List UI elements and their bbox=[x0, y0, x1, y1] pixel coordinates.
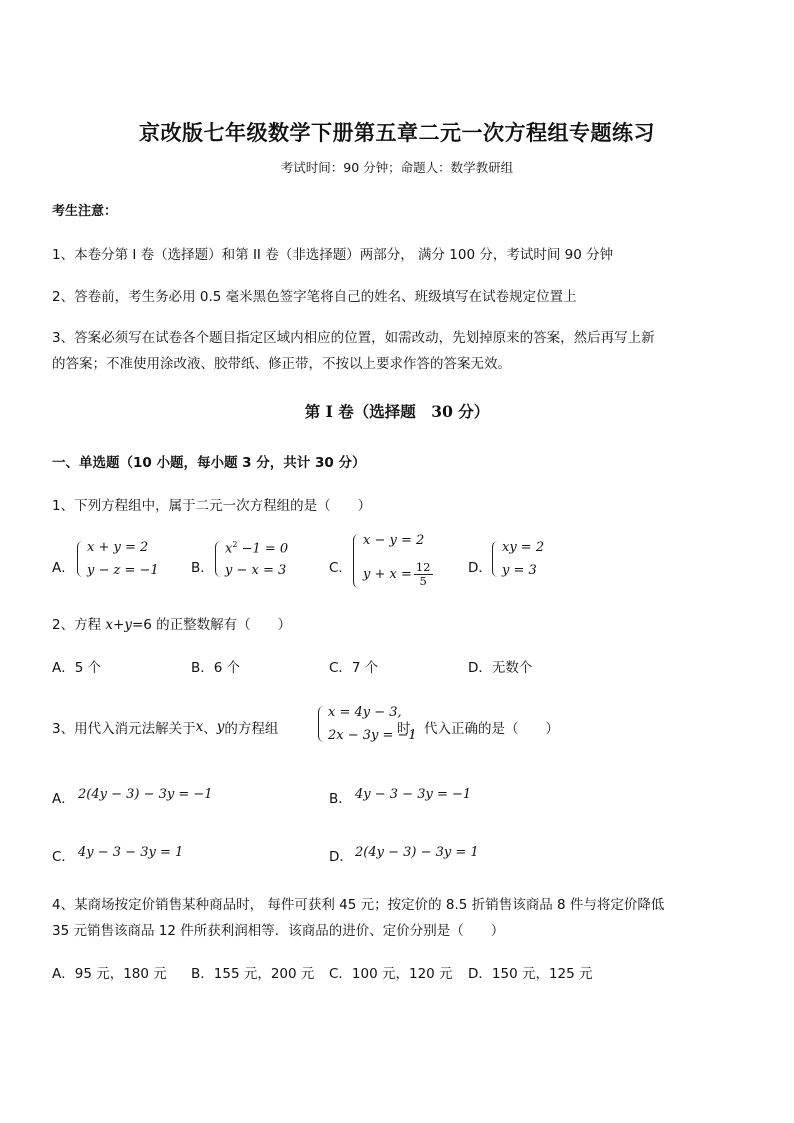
q3-stem-end: 时，代入正确的是（ ） bbox=[397, 721, 559, 737]
q3-option-a-eq: 2(4y − 3) − 3y = −1 bbox=[78, 787, 213, 802]
section-title: 第 I 卷（选择题 30 分） bbox=[304, 402, 490, 421]
q3-option-a-label: A． bbox=[52, 791, 75, 807]
q1-option-d-system bbox=[492, 541, 544, 577]
q4-option-a: A．95 元，180 元 bbox=[52, 966, 167, 982]
notice-item-1: 1、本卷分第 I 卷（选择题）和第 II 卷（非选择题）两部分， 满分 100 分，考试时间 90 分钟 bbox=[52, 247, 614, 263]
exam-info: 考试时间：90 分钟；命题人：数学教研组 bbox=[280, 160, 514, 175]
part-title: 一、单选题（10 小题，每小题 3 分，共计 30 分） bbox=[52, 455, 366, 471]
q1-option-b-label: B． bbox=[191, 560, 214, 576]
notice-heading: 考生注意： bbox=[52, 204, 118, 219]
q3-option-d-eq: 2(4y − 3) − 3y = 1 bbox=[355, 845, 479, 860]
q1-c-eq1: x − y = 2 bbox=[363, 533, 425, 548]
q1-b-eq1: $x^2 -1 = 0$ bbox=[225, 540, 289, 557]
q2-option-a: A．5 个 bbox=[52, 660, 102, 676]
q3-option-d-label: D． bbox=[329, 849, 353, 865]
q1-option-a-label: A． bbox=[52, 560, 75, 576]
q3-option-b-label: B． bbox=[329, 791, 352, 807]
page-title: 京改版七年级数学下册第五章二元一次方程组专题练习 bbox=[139, 120, 655, 145]
q1-d-eq1: xy = 2 bbox=[502, 540, 545, 555]
q1-option-d-label: D． bbox=[468, 560, 492, 576]
q3-option-b-eq: 4y − 3 − 3y = −1 bbox=[355, 787, 472, 802]
q2-option-b: B．6 个 bbox=[191, 660, 241, 676]
notice-item-2: 2、答卷前，考生务必用 0.5 毫米黑色签字笔将自己的姓名、班级填写在试卷规定位置上 bbox=[52, 289, 577, 305]
q1-option-c-system bbox=[353, 534, 433, 588]
q1-option-a-system bbox=[77, 541, 159, 577]
notice-item-3-cont: 的答案；不准使用涂改液、胶带纸、修正带，不按以上要求作答的答案无效。 bbox=[52, 356, 511, 372]
q2-option-d: D．无数个 bbox=[468, 660, 533, 676]
q2-stem: 2、方程 x+y=6 的正整数解有（ ） bbox=[52, 617, 292, 633]
q1-a-eq2: y − z = −1 bbox=[87, 563, 159, 578]
q1-option-b-system bbox=[215, 541, 288, 577]
q4-option-c: C．100 元，120 元 bbox=[329, 966, 453, 982]
q3-option-c-eq: 4y − 3 − 3y = 1 bbox=[78, 845, 184, 860]
q1-c-eq2: y + x = $\frac{12}{5}$ bbox=[363, 559, 431, 588]
q4-stem-line1: 4、某商场按定价销售某种商品时， 每件可获利 45 元；按定价的 8.5 折销售该商品 8 件与将定价降低 bbox=[52, 897, 665, 913]
q3-stem: 3、用代入消元法解关于 x 、 y 的方程组 bbox=[52, 719, 279, 737]
q3-eq2: 2x − 3y = −1 bbox=[328, 728, 417, 743]
q4-option-d: D．150 元，125 元 bbox=[468, 966, 593, 982]
q1-option-c-label: C． bbox=[329, 560, 352, 576]
q3-option-c-label: C． bbox=[52, 849, 75, 865]
q1-a-eq1: x + y = 2 bbox=[87, 540, 149, 555]
q2-option-c: C．7 个 bbox=[329, 660, 379, 676]
q4-option-b: B．155 元，200 元 bbox=[191, 966, 315, 982]
q1-d-eq2: y = 3 bbox=[502, 563, 537, 578]
q4-stem-line2: 35 元销售该商品 12 件所获利润相等．该商品的进价、定价分别是（ ） bbox=[52, 923, 505, 939]
q3-eq1: x = 4y − 3, bbox=[328, 705, 402, 720]
q1-b-eq2: y − x = 3 bbox=[225, 563, 287, 578]
notice-item-3: 3、答案必须写在试卷各个题目指定区域内相应的位置，如需改动，先划掉原来的答案，然后再写上新 bbox=[52, 330, 655, 346]
q1-stem: 1、下列方程组中，属于二元一次方程组的是（ ） bbox=[52, 498, 372, 514]
